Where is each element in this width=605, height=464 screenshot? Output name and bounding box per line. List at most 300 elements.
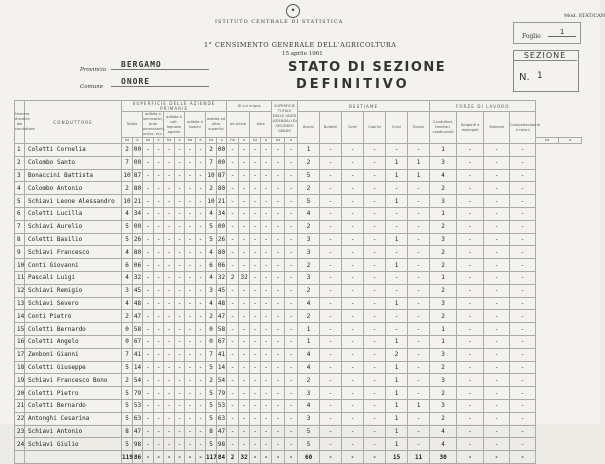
table-cell: - [154,233,164,246]
table-cell: 06 [217,259,227,272]
table-cell: - [320,144,342,157]
conduttore-name: Zenboni Gianni [25,348,122,361]
table-cell: - [143,387,154,400]
table-cell: - [408,310,430,323]
table-cell: 2 [298,259,320,272]
table-cell: 34 [133,207,143,220]
table-cell: 3 [298,387,320,400]
table-cell: - [164,169,175,182]
table-cell: 1 [386,195,408,208]
table-cell: - [175,169,185,182]
unit-a: a [261,138,272,144]
table-cell: - [227,361,239,374]
table-cell: 1 [408,156,430,169]
table-cell: 2 [298,310,320,323]
table-cell: - [239,233,250,246]
table-cell: - [510,259,536,272]
table-cell: - [196,387,206,400]
table-cell: 1 [386,425,408,438]
table-cell: - [175,348,185,361]
table-cell: - [196,412,206,425]
table-row [15,412,582,425]
table-cell: - [239,195,250,208]
table-cell: - [261,246,272,259]
unit-a: a [154,138,164,144]
table-cell: - [342,348,364,361]
table-cell: - [484,387,510,400]
table-cell: - [175,297,185,310]
comune-label: Comune [80,84,104,90]
table-cell: - [457,323,484,336]
table-cell: - [408,284,430,297]
table-cell: - [250,399,261,412]
table-cell: 54 [217,374,227,387]
table-cell: - [272,297,285,310]
table-cell: - [272,207,285,220]
table-cell: - [457,387,484,400]
table-cell: - [196,310,206,323]
table-cell: - [250,425,261,438]
table-cell: - [239,374,250,387]
table-cell: 00 [133,156,143,169]
table-cell: - [185,284,196,297]
table-cell: - [272,361,285,374]
table-cell: - [250,169,261,182]
table-cell: - [196,207,206,220]
unit-a: a [217,138,227,144]
table-cell: - [408,438,430,451]
table-cell: - [272,169,285,182]
table-cell: 2 [298,374,320,387]
table-cell: - [386,207,408,220]
table-cell: - [154,284,164,297]
col-caprini: Caprini [364,112,386,144]
table-cell: - [164,438,175,451]
table-cell: 11 [408,451,430,464]
row-number: 9 [15,246,25,259]
table-cell: 5 [122,220,133,233]
table-cell: 8 [122,425,133,438]
table-cell: 119 [122,451,133,464]
table-cell: - [408,220,430,233]
table-row [15,284,582,297]
table-cell: - [154,220,164,233]
table-cell: - [164,399,175,412]
table-cell: - [510,348,536,361]
table-cell: - [185,233,196,246]
table-cell: - [154,271,164,284]
row-number: 18 [15,361,25,374]
table-cell: - [175,425,185,438]
row-number: 21 [15,399,25,412]
table-cell: - [484,425,510,438]
table-cell: - [386,310,408,323]
table-cell: - [175,284,185,297]
table-cell: - [185,310,196,323]
row-number: 10 [15,259,25,272]
table-cell: - [320,348,342,361]
table-cell: - [320,207,342,220]
table-row [15,144,582,157]
table-cell: 2 [430,284,457,297]
table-cell: - [457,169,484,182]
table-cell: - [175,271,185,284]
table-cell: 2 [122,374,133,387]
table-cell: 0 [122,323,133,336]
table-cell: - [164,348,175,361]
table-cell: - [272,438,285,451]
table-cell: 45 [133,284,143,297]
table-cell: - [484,438,510,451]
table-cell: - [364,271,386,284]
table-cell: - [164,195,175,208]
row-number: 8 [15,233,25,246]
row-number: 22 [15,412,25,425]
table-cell: - [227,156,239,169]
table-cell: 48 [217,297,227,310]
table-cell: - [164,144,175,157]
col-f: altre [250,112,272,138]
table-cell: - [320,156,342,169]
table-cell: - [272,246,285,259]
table-row [15,297,582,310]
table-cell: - [484,182,510,195]
table-cell: 1 [386,412,408,425]
table-cell: - [185,361,196,374]
table-cell: 1 [386,438,408,451]
table-cell: - [272,195,285,208]
table-cell: 2 [122,144,133,157]
table-cell: - [408,207,430,220]
table-cell: - [239,207,250,220]
table-cell: - [272,259,285,272]
table-cell: - [510,271,536,284]
table-cell: - [484,284,510,297]
table-cell: - [484,451,510,464]
table-cell: - [272,387,285,400]
table-cell: - [457,284,484,297]
table-cell: - [175,220,185,233]
table-cell: - [408,361,430,374]
table-cell: 45 [217,284,227,297]
table-cell: - [457,297,484,310]
table-cell: 3 [298,271,320,284]
table-cell: - [457,220,484,233]
table-cell: - [285,220,298,233]
table-cell: - [250,323,261,336]
row-number: 20 [15,387,25,400]
table-cell: - [239,156,250,169]
table-cell: 32 [217,271,227,284]
table-cell: - [196,156,206,169]
table-cell: - [386,220,408,233]
table-cell: 30 [430,451,457,464]
table-cell: 26 [217,233,227,246]
table-cell: - [261,399,272,412]
table-cell: - [196,425,206,438]
table-cell: - [342,144,364,157]
table-cell: 53 [217,399,227,412]
table-cell: - [320,310,342,323]
table-cell: - [185,144,196,157]
table-cell: - [285,284,298,297]
table-cell: 7 [206,156,217,169]
table-cell: - [510,182,536,195]
table-cell: 3 [430,348,457,361]
table-cell: - [364,259,386,272]
table-cell: - [285,323,298,336]
table-cell: - [227,297,239,310]
table-cell: - [196,438,206,451]
table-cell: - [143,451,154,464]
table-cell: - [196,361,206,374]
table-cell: 4 [122,271,133,284]
table-cell: - [250,220,261,233]
census-title: 1° CENSIMENTO GENERALE DELL'AGRICOLTURA [204,41,397,49]
table-cell: 2 [430,220,457,233]
conduttore-name: Coletti Angelo [25,335,122,348]
table-cell: - [285,246,298,259]
table-cell: 3 [298,233,320,246]
row-number: 6 [15,207,25,220]
table-cell: - [227,284,239,297]
table-cell: - [285,259,298,272]
table-cell: - [164,310,175,323]
table-cell: - [227,335,239,348]
table-cell: - [364,156,386,169]
table-cell: 47 [217,425,227,438]
table-cell: - [484,195,510,208]
table-cell: 4 [206,297,217,310]
table-cell: - [342,451,364,464]
table-cell: - [386,182,408,195]
table-cell: - [457,348,484,361]
table-row [15,233,582,246]
table-cell: - [154,323,164,336]
col-fl3: Salariati [484,112,510,144]
row-number: 11 [15,271,25,284]
table-cell: - [457,182,484,195]
table-cell: 58 [133,323,143,336]
table-cell: - [261,207,272,220]
conduttore-name: Bonaccini Battista [25,169,122,182]
table-cell: - [227,438,239,451]
table-cell: - [250,310,261,323]
table-cell: - [364,182,386,195]
table-cell: - [154,144,164,157]
table-cell: - [510,156,536,169]
table-cell: 4 [122,297,133,310]
table-cell: - [364,361,386,374]
conduttore-name: Schiavi Antonio [25,425,122,438]
table-cell: 5 [206,412,217,425]
unit-a: a [196,138,206,144]
table-cell: - [261,220,272,233]
table-cell: - [272,284,285,297]
table-cell: - [484,156,510,169]
table-cell: - [457,156,484,169]
table-cell: 5 [206,220,217,233]
table-cell: - [196,246,206,259]
table-cell: 1 [386,169,408,182]
table-cell: - [227,220,239,233]
table-cell: - [154,207,164,220]
table-row [15,323,582,336]
table-cell: - [285,374,298,387]
table-cell: - [510,387,536,400]
table-cell: - [364,348,386,361]
table-cell: 5 [122,361,133,374]
table-cell: - [285,271,298,284]
table-cell: - [484,220,510,233]
unit-ha: ha [143,138,154,144]
census-table [14,100,582,464]
table-cell: - [285,399,298,412]
table-cell: - [175,399,185,412]
table-cell: 58 [217,323,227,336]
table-cell: 5 [122,233,133,246]
table-cell: - [342,438,364,451]
table-cell: - [342,182,364,195]
table-cell: - [364,246,386,259]
table-cell: - [408,348,430,361]
table-cell: - [342,233,364,246]
table-cell: 5 [298,195,320,208]
table-cell: - [272,374,285,387]
table-cell: - [154,310,164,323]
table-cell: - [484,374,510,387]
table-cell: - [342,297,364,310]
table-cell: - [386,144,408,157]
table-cell: 0 [122,335,133,348]
table-cell: - [408,412,430,425]
table-cell: - [250,374,261,387]
table-cell: - [227,387,239,400]
table-cell: - [320,169,342,182]
page-subtitle: DEFINITIVO [296,77,410,92]
table-cell: 4 [206,246,217,259]
table-cell: - [143,233,154,246]
table-cell: 32 [133,271,143,284]
table-cell: - [185,271,196,284]
table-cell: 79 [133,387,143,400]
table-cell: - [457,425,484,438]
table-cell: - [250,246,261,259]
table-row [15,182,582,195]
table-cell: 87 [217,169,227,182]
table-cell: 2 [206,374,217,387]
table-cell: 21 [217,195,227,208]
table-cell: - [185,451,196,464]
table-row [15,246,582,259]
table-cell: 1 [430,144,457,157]
table-cell: - [320,271,342,284]
table-cell: - [457,259,484,272]
table-cell: - [250,207,261,220]
table-cell: - [484,259,510,272]
table-cell: - [484,335,510,348]
table-cell: - [154,259,164,272]
table-row [15,310,582,323]
table-cell: 5 [122,387,133,400]
table-cell: 5 [298,438,320,451]
conduttore-name: Schiavi Francesco Bono [25,374,122,387]
table-cell: - [484,323,510,336]
table-cell: - [175,412,185,425]
foglio-label: Foglio [522,33,541,40]
table-cell: 3 [122,284,133,297]
table-cell: - [250,387,261,400]
table-cell: 5 [206,438,217,451]
table-cell: - [285,438,298,451]
table-cell: 80 [217,182,227,195]
table-cell: - [175,387,185,400]
table-cell: - [239,144,250,157]
table-cell: 2 [430,310,457,323]
table-cell: 1 [408,399,430,412]
table-cell: - [227,323,239,336]
provincia-value: BERGAMO [111,60,209,70]
table-cell: - [196,259,206,272]
table-cell: 2 [298,284,320,297]
table-cell: - [196,399,206,412]
table-cell: 54 [133,374,143,387]
table-cell: - [261,195,272,208]
table-cell: - [364,399,386,412]
table-cell: - [484,233,510,246]
table-body [15,144,582,464]
table-cell: 7 [122,156,133,169]
row-number: 16 [15,335,25,348]
page-title: STATO DI SEZIONE [288,60,447,75]
table-cell: 10 [122,169,133,182]
table-cell: - [250,156,261,169]
table-cell: - [143,259,154,272]
table-cell: - [250,412,261,425]
table-cell: - [285,387,298,400]
table-cell: 2 [298,220,320,233]
table-row [15,259,582,272]
table-cell: 15 [386,451,408,464]
table-cell: - [196,297,206,310]
conduttore-name [25,451,122,464]
table-cell: - [143,348,154,361]
table-cell: - [164,335,175,348]
table-cell: - [320,361,342,374]
table-cell: 47 [133,310,143,323]
table-cell: - [408,323,430,336]
table-cell: - [408,182,430,195]
unit-a: a [239,138,250,144]
table-cell: - [386,271,408,284]
table-cell: 5 [298,169,320,182]
table-cell: - [408,246,430,259]
table-cell: - [227,412,239,425]
table-cell: - [510,246,536,259]
table-row [15,425,582,438]
table-cell: - [408,335,430,348]
table-cell: 4 [298,207,320,220]
col-bufalini: Bufalini [320,112,342,144]
col-e: ad ortive [227,112,250,138]
table-cell: - [285,195,298,208]
table-cell: - [164,425,175,438]
table-cell: - [320,323,342,336]
table-cell: 2 [227,271,239,284]
table-cell: 80 [133,182,143,195]
conduttore-name: Schiavi Giulio [25,438,122,451]
table-cell: 1 [386,399,408,412]
